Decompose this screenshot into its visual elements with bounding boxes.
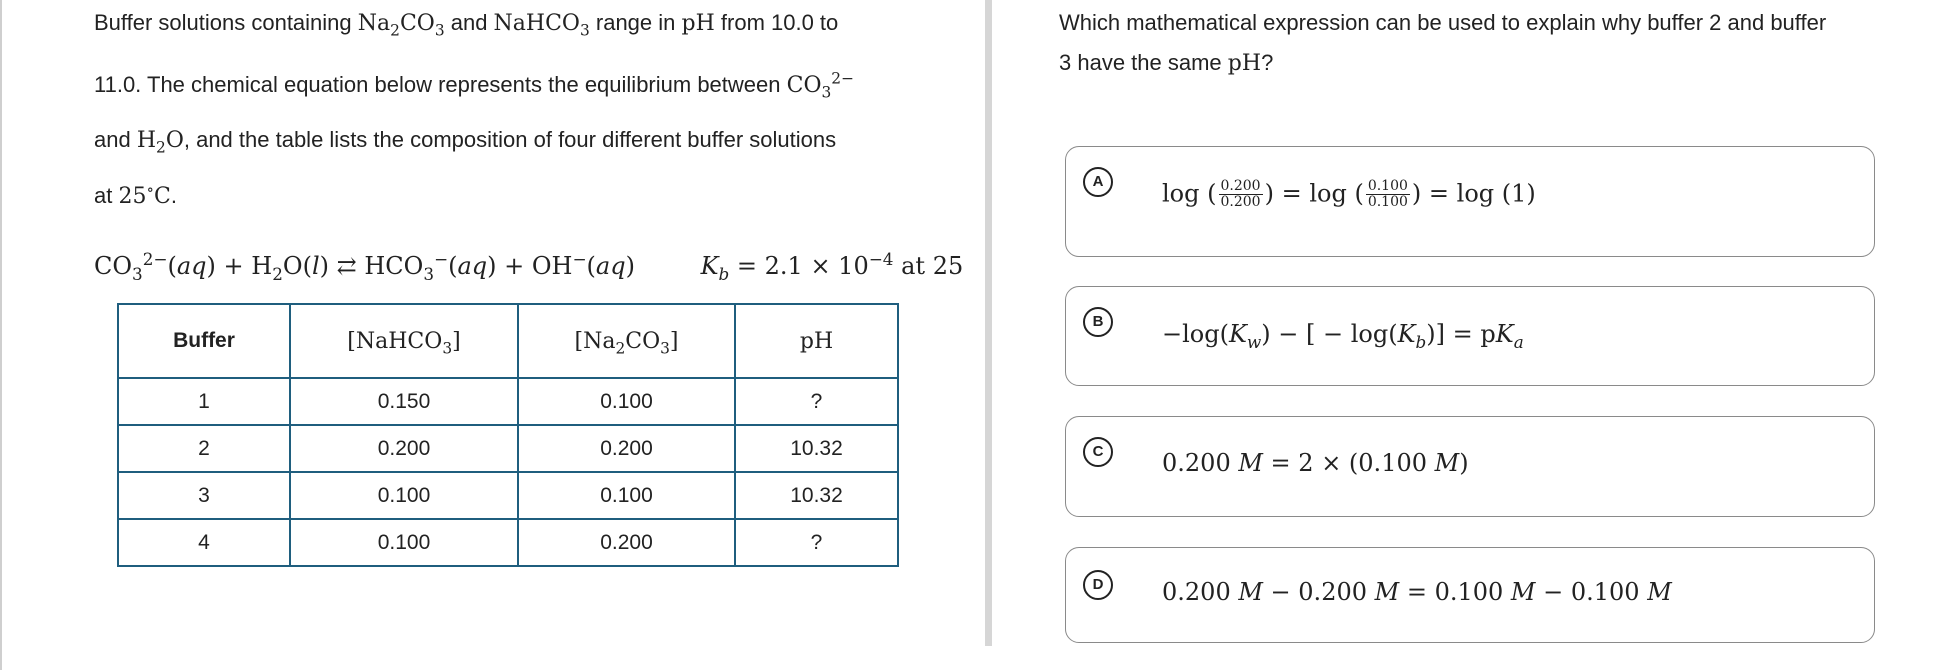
table-cell: 0.200	[290, 425, 518, 472]
passage-line-1	[94, 10, 839, 40]
chem-h2o: $H_2O$	[136, 128, 184, 157]
panel-divider[interactable]	[985, 0, 992, 646]
question-line-1: Which mathematical expression can be used to explain why buffer 2 and buffer	[1059, 10, 1827, 35]
table-cell: 0.200	[518, 519, 735, 566]
fraction: $\frac{0.100}{0.100}$	[1367, 178, 1408, 211]
table-cell: ?	[735, 519, 898, 566]
passage-text: 11.0. The chemical equation below represents the equilibrium between	[94, 72, 787, 97]
passage-line-4	[94, 180, 177, 209]
choice-letter-a: A	[1083, 167, 1113, 197]
equilibrium-equation	[94, 249, 964, 284]
temperature: 25∘C	[118, 180, 171, 209]
table-cell: 0.100	[518, 378, 735, 425]
choice-expression-a: log ( $\frac{0.200}{0.200}$ ) = log ( $\frac{0.100}{0.100}$ ) = log (1)	[1162, 178, 1536, 211]
ph-term: pH	[681, 11, 715, 36]
reaction: $CO_3^{2-}(aq) + H_2O(l)$ ⇄ $HCO_3^-(aq) + OH^-(aq)$	[94, 249, 635, 284]
expression-tail: = log (1)	[1428, 179, 1536, 208]
choice-expression-d: 0.200 M − 0.200 M = 0.100 M − 0.100 M	[1162, 578, 1672, 606]
passage-line-2	[94, 69, 854, 102]
choice-letter-c: C	[1083, 437, 1113, 467]
answer-choice-a[interactable]	[1065, 146, 1875, 257]
answer-choice-b[interactable]	[1065, 286, 1875, 386]
table-cell: 1	[118, 378, 290, 425]
table-row	[118, 425, 898, 472]
chem-na2co3: $Na_2CO_3$	[357, 11, 445, 40]
choice-expression-b: $-\log(K_w)$ − [ − $\log(K_b)] = pK_a$	[1162, 320, 1524, 352]
passage-text: .	[170, 183, 177, 208]
chem-nahco3: NaHCO$_3$	[493, 11, 590, 40]
table-row	[118, 378, 898, 425]
column-header-ph: pH	[735, 304, 898, 378]
table-cell: 10.32	[735, 472, 898, 519]
equals: =	[1281, 179, 1302, 208]
log-term: log	[1162, 179, 1200, 208]
answer-choice-d[interactable]	[1065, 547, 1875, 643]
question-text: ?	[1261, 50, 1274, 75]
question-line-2	[1059, 50, 1273, 76]
choice-letter-b: B	[1083, 307, 1113, 337]
table-cell: 0.150	[290, 378, 518, 425]
table-cell: 0.100	[518, 472, 735, 519]
passage-line-3	[94, 127, 837, 157]
passage-text: range in	[589, 10, 682, 35]
question-text: 3 have the same	[1059, 50, 1228, 75]
buffer-table	[117, 303, 899, 567]
column-header-nahco3: [NaHCO$_3$]	[290, 304, 518, 378]
passage-text: and	[94, 127, 137, 152]
table-cell: 0.100	[290, 519, 518, 566]
ph-term: pH	[1227, 51, 1262, 76]
chem-co3: $CO_3^{2-}$	[786, 69, 854, 102]
column-header-na2co3: $[Na_2CO_3]$	[518, 304, 735, 378]
answer-choice-c[interactable]	[1065, 416, 1875, 517]
table-cell: 0.200	[518, 425, 735, 472]
passage-text: at	[94, 183, 119, 208]
column-header-buffer: Buffer	[118, 304, 290, 378]
passage-text: , and the table lists the composition of four different buffer solutions	[183, 127, 837, 152]
passage-text: Buffer solutions containing	[94, 10, 358, 35]
table-row	[118, 519, 898, 566]
table-cell: 0.100	[290, 472, 518, 519]
passage-text: from 10.0 to	[714, 10, 839, 35]
table-cell: 2	[118, 425, 290, 472]
table-cell: 3	[118, 472, 290, 519]
table-header-row	[118, 304, 898, 378]
kb-expression: $K_b = 2.1 \times 10^{-4}$ at 25	[700, 249, 964, 284]
passage-text: and	[444, 10, 494, 35]
table-cell: 4	[118, 519, 290, 566]
table-cell: ?	[735, 378, 898, 425]
table-row	[118, 472, 898, 519]
window-left-border	[0, 0, 2, 670]
choice-expression-c: 0.200 M = 2 × (0.100 M)	[1162, 449, 1469, 477]
table-cell: 10.32	[735, 425, 898, 472]
choice-letter-d: D	[1083, 570, 1113, 600]
fraction: $\frac{0.200}{0.200}$	[1220, 178, 1261, 211]
